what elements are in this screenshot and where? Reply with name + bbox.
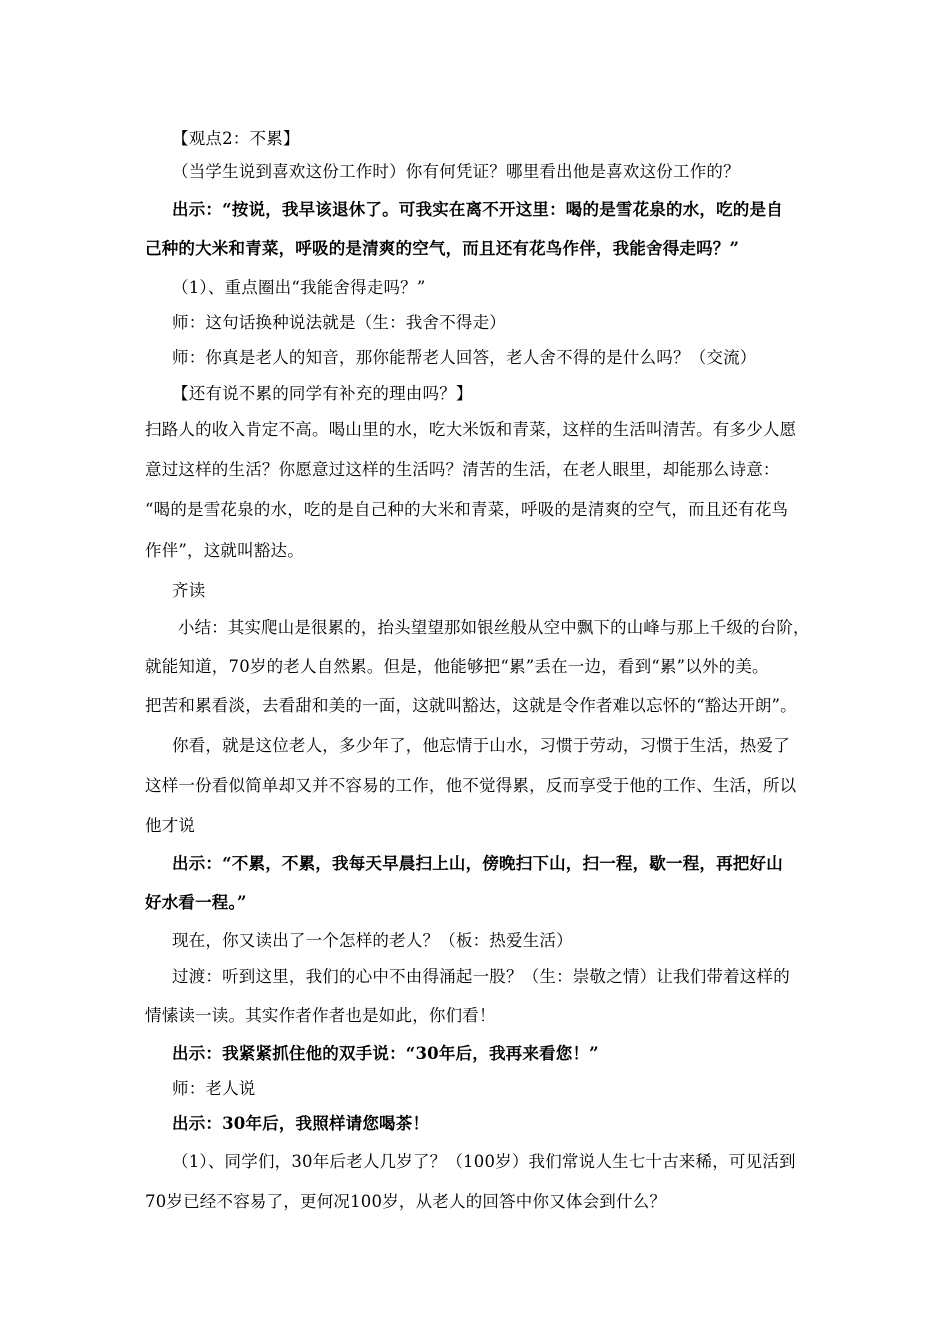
quote-display-line: 出示：“按说，我早该退休了。可我实在离不开这里：喝的是雪花泉的水，吃的是自 bbox=[172, 200, 783, 219]
text-line: 师：你真是老人的知音，那你能帮老人回答，老人舍不得的是什么吗？（交流） bbox=[172, 348, 757, 367]
text-line: 70岁已经不容易了，更何况100岁，从老人的回答中你又体会到什么？ bbox=[145, 1192, 667, 1211]
text-line: 现在，你又读出了一个怎样的老人？（板：热爱生活） bbox=[172, 931, 573, 950]
summary-line: 小结：其实爬山是很累的，抬头望望那如银丝般从空中飘下的山峰与那上千级的台阶， bbox=[178, 618, 810, 637]
quote-display-line: 好水看一程。” bbox=[145, 893, 247, 912]
text-line: 你看，就是这位老人，多少年了，他忘情于山水，习惯于劳动，习惯于生活，热爱了 bbox=[172, 736, 790, 755]
text-line: 情愫读一读。其实作者作者也是如此，你们看！ bbox=[145, 1006, 496, 1025]
text-line: （1）、同学们，30年后老人几岁了？（100岁）我们常说人生七十古来稀，可见活到 bbox=[172, 1152, 796, 1171]
text-line: “喝的是雪花泉的水，吃的是自己种的大米和青菜，呼吸的是清爽的空气，而且还有花鸟 bbox=[145, 500, 789, 519]
quote-display-line: 出示：“不累，不累，我每天早晨扫上山，傍晚扫下山，扫一程，歇一程，再把好山 bbox=[172, 854, 783, 873]
text-line: 齐读 bbox=[172, 581, 206, 600]
viewpoint-2-heading: 【观点2：不累】 bbox=[172, 129, 300, 148]
text-line: 过渡：听到这里，我们的心中不由得涌起一股？（生：崇敬之情）让我们带着这样的 bbox=[172, 967, 790, 986]
quote-display-line: 出示：30年后，我照样请您喝茶！ bbox=[172, 1114, 430, 1133]
text-line: 作伴”，这就叫豁达。 bbox=[145, 541, 304, 560]
text-line: 意过这样的生活？你愿意过这样的生活吗？清苦的生活，在老人眼里，却能那么诗意： bbox=[145, 460, 780, 479]
text-line: 师：老人说 bbox=[172, 1079, 256, 1098]
quote-display-line: 己种的大米和青菜，呼吸的是清爽的空气，而且还有花鸟作伴，我能舍得走吗？” bbox=[145, 239, 740, 258]
text-line: 这样一份看似简单却又并不容易的工作，他不觉得累，反而享受于他的工作、生活，所以 bbox=[145, 776, 797, 795]
text-line: 师：这句话换种说法就是（生：我舍不得走） bbox=[172, 313, 506, 332]
text-line: 他才说 bbox=[145, 816, 196, 835]
text-line: 把苦和累看淡，去看甜和美的一面，这就叫豁达，这就是令作者难以忘怀的“豁达开朗”。 bbox=[145, 696, 797, 715]
text-line: 就能知道，70岁的老人自然累。但是，他能够把“累”丢在一边，看到“累”以外的美。 bbox=[145, 657, 769, 676]
text-line: （1）、重点圈出“我能舍得走吗？” bbox=[172, 278, 426, 297]
text-line: （当学生说到喜欢这份工作时）你有何凭证？哪里看出他是喜欢这份工作的？ bbox=[172, 162, 740, 181]
text-line: 扫路人的收入肯定不高。喝山里的水，吃大米饭和青菜，这样的生活叫清苦。有多少人愿 bbox=[145, 420, 797, 439]
quote-display-line: 出示：我紧紧抓住他的双手说：“30年后，我再来看您！” bbox=[172, 1044, 599, 1063]
section-heading: 【还有说不累的同学有补充的理由吗？】 bbox=[172, 384, 473, 403]
